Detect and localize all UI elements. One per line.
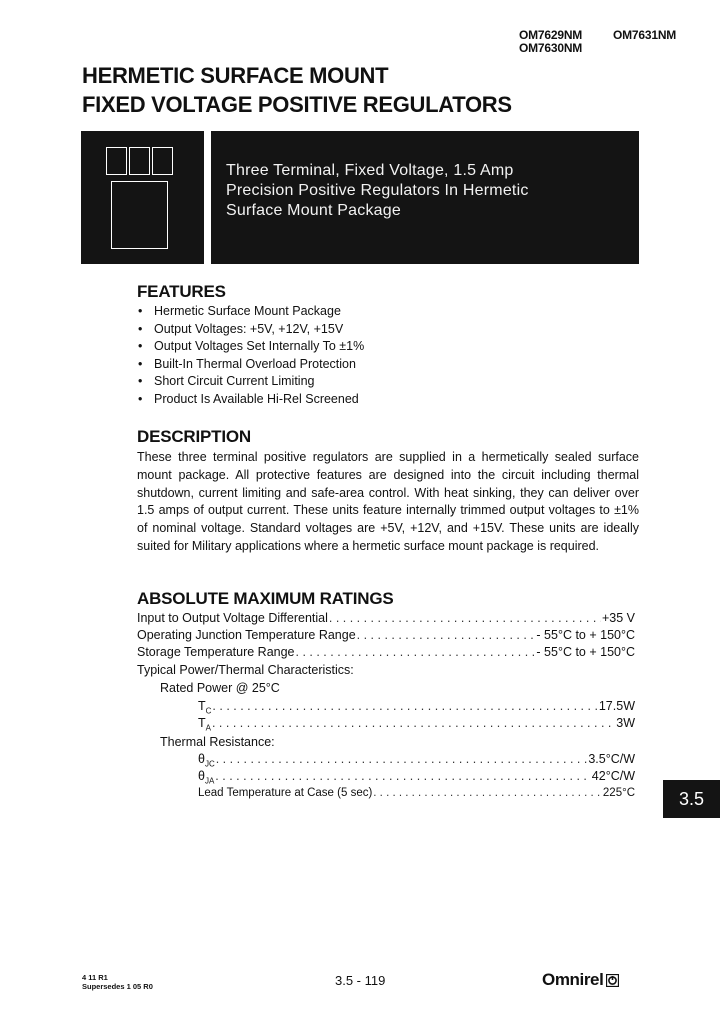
- product-summary-banner: [211, 131, 639, 264]
- rating-label: Storage Temperature Range: [137, 645, 295, 659]
- rating-label: Lead Temperature at Case (5 sec): [198, 787, 373, 799]
- banner-line-3: Surface Mount Package: [226, 202, 401, 219]
- rating-label: $\theta_{JC}$: [198, 752, 215, 769]
- rating-value: - 55°C to + 150°C: [536, 645, 635, 659]
- rating-value: 225°C: [602, 787, 635, 799]
- feature-item: • Built-In Thermal Overload Protection: [137, 356, 364, 374]
- supersedes-code: Supersedes 1 05 R0: [82, 982, 153, 991]
- leader-dots: [216, 752, 588, 766]
- part-number-om7629nm: OM7629NM: [519, 28, 583, 42]
- leader-dots: [212, 699, 597, 713]
- package-pad-right: [152, 147, 173, 175]
- rating-power-tc: [198, 699, 635, 716]
- rating-power-ta: [198, 716, 635, 733]
- rating-label: Input to Output Voltage Differential: [137, 611, 328, 625]
- leader-dots: [357, 628, 536, 642]
- rated-power-label: Rated Power @ 25°C: [160, 681, 280, 695]
- leader-dots: [329, 611, 601, 625]
- rating-label: $\theta_{JA}$: [198, 769, 215, 786]
- package-body-pad: [111, 181, 168, 249]
- leader-dots: [296, 645, 536, 659]
- document-revision-code: 4 11 R1: [82, 973, 108, 982]
- part-number-om7631nm: OM7631NM: [613, 28, 677, 42]
- rating-value: - 55°C to + 150°C: [536, 628, 635, 642]
- feature-item: • Output Voltages Set Internally To ±1%: [137, 338, 364, 356]
- package-pad-middle: [129, 147, 150, 175]
- rating-storage-temperature: [137, 645, 635, 662]
- rating-label: Operating Junction Temperature Range: [137, 628, 356, 642]
- rating-junction-temperature: [137, 628, 635, 645]
- ratings-heading: ABSOLUTE MAXIMUM RATINGS: [137, 589, 394, 608]
- leader-dots: [373, 787, 602, 799]
- feature-item: • Output Voltages: +5V, +12V, +15V: [137, 321, 364, 339]
- rating-label: $T_A$: [198, 716, 211, 733]
- features-heading: FEATURES: [137, 282, 226, 301]
- rating-value: +35 V: [601, 611, 635, 625]
- rating-theta-jc: [198, 752, 635, 769]
- package-outline-illustration: [81, 131, 204, 264]
- rating-value: 17.5W: [598, 699, 635, 713]
- thermal-resistance-label: Thermal Resistance:: [160, 735, 275, 749]
- description-text: These three terminal positive regulators are supplied in a hermetically sealed surface mount package. All protective features are designed into the circuit including thermal shutdown, current limiting and safe-area control. With heat sinking, they can deliver over 1.5 amps of output current. These units feature internally trimmed output voltages to ±1% of nominal voltage. Standard voltages are +5V, +12V, and +15V. These units are ideally suited for Military applications where a hermetic surface mount package is required.: [137, 450, 639, 553]
- feature-item: • Product Is Available Hi-Rel Screened: [137, 391, 364, 409]
- banner-line-2: Precision Positive Regulators In Hermetic: [226, 182, 529, 199]
- leader-dots: [212, 716, 615, 730]
- rating-input-output-voltage: [137, 611, 635, 628]
- typical-characteristics-label: Typical Power/Thermal Characteristics:: [137, 663, 354, 677]
- part-number-om7630nm: OM7630NM: [519, 41, 583, 55]
- rating-value: 3W: [616, 716, 635, 730]
- description-heading: DESCRIPTION: [137, 427, 251, 446]
- omnirel-logo: [542, 970, 619, 990]
- features-list: [137, 303, 364, 409]
- brand-name: Omnirel: [542, 970, 604, 989]
- rating-label: $T_C$: [198, 699, 212, 716]
- omnirel-logo-icon: [606, 974, 619, 987]
- package-pad-left: [106, 147, 127, 175]
- banner-line-1: Three Terminal, Fixed Voltage, 1.5 Amp: [226, 162, 514, 179]
- page-title-line-2: FIXED VOLTAGE POSITIVE REGULATORS: [82, 92, 512, 117]
- rating-lead-temperature: [198, 787, 635, 804]
- rating-value: 3.5°C/W: [588, 752, 635, 766]
- leader-dots: [215, 769, 591, 783]
- page-number: 3.5 - 119: [335, 973, 386, 988]
- rating-value: 42°C/W: [591, 769, 635, 783]
- feature-item: • Short Circuit Current Limiting: [137, 373, 364, 391]
- page-title-line-1: HERMETIC SURFACE MOUNT: [82, 63, 389, 88]
- section-tab: 3.5: [663, 780, 720, 818]
- feature-item: • Hermetic Surface Mount Package: [137, 303, 364, 321]
- rating-theta-ja: [198, 769, 635, 786]
